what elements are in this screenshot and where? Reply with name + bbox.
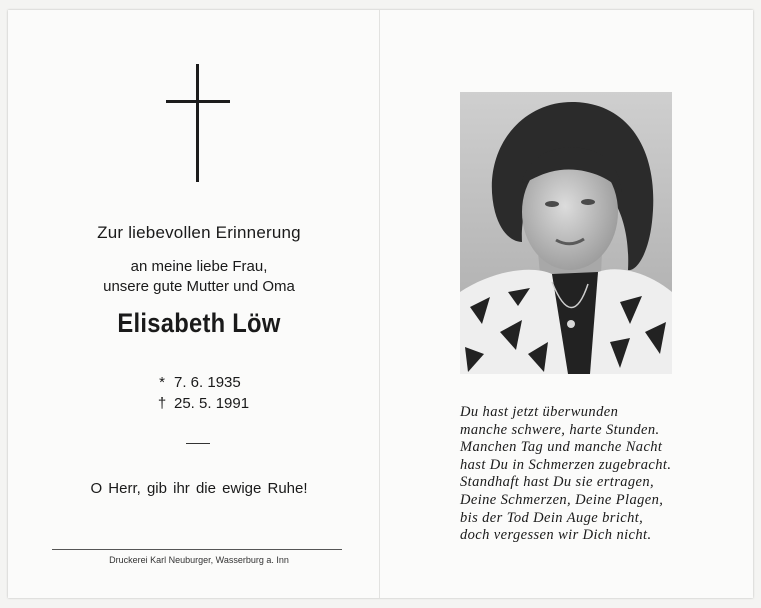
poem-line: manche schwere, harte Stunden. bbox=[460, 421, 660, 438]
memorial-poem bbox=[460, 404, 740, 545]
dedication-line-1: an meine liebe Frau, bbox=[130, 258, 268, 275]
prayer-text: O Herr, gib ihr die ewige Ruhe! bbox=[90, 480, 308, 497]
poem-line: Standhaft hast Du sie ertragen, bbox=[460, 474, 655, 491]
birth-row bbox=[150, 372, 249, 393]
cross-horizontal-bar bbox=[166, 100, 230, 103]
deceased-name: Elisabeth Löw bbox=[117, 308, 281, 338]
birth-date: 7. 6. 1935 bbox=[174, 374, 241, 391]
cross-icon bbox=[166, 64, 230, 182]
cross-vertical-bar bbox=[196, 64, 199, 182]
printer-credit: Druckerei Karl Neuburger, Wasserburg a. Inn bbox=[109, 555, 289, 565]
remembrance-heading: Zur liebevollen Erinnerung bbox=[97, 223, 301, 242]
death-date: 25. 5. 1991 bbox=[174, 395, 250, 412]
poem-line: Deine Schmerzen, Deine Plagen, bbox=[460, 491, 664, 508]
poem-line: doch vergessen wir Dich nicht. bbox=[460, 527, 652, 544]
portrait-photo bbox=[460, 92, 672, 374]
printer-rule bbox=[52, 549, 342, 550]
dedication-line-2: unsere gute Mutter und Oma bbox=[103, 278, 295, 295]
birth-star-icon: * bbox=[159, 374, 165, 391]
death-dagger-icon: † bbox=[157, 395, 167, 412]
death-row bbox=[150, 393, 249, 414]
separator-dash bbox=[186, 443, 210, 444]
portrait-illustration bbox=[460, 92, 672, 374]
center-fold bbox=[379, 10, 380, 598]
poem-line: Manchen Tag und manche Nacht bbox=[460, 439, 663, 456]
life-dates bbox=[150, 372, 249, 414]
poem-line: hast Du in Schmerzen zugebracht. bbox=[460, 456, 672, 473]
poem-line: Du hast jetzt überwunden bbox=[460, 404, 619, 420]
poem-line: bis der Tod Dein Auge bricht, bbox=[460, 509, 644, 526]
